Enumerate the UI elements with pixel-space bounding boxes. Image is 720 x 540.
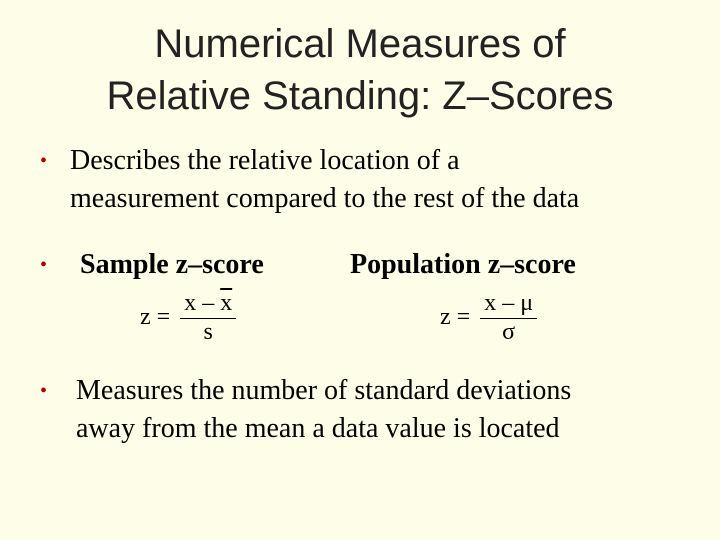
bullet-dot: • bbox=[40, 380, 48, 402]
bullet-line-1: Measures the number of standard deviations bbox=[76, 375, 572, 406]
formula-fraction bbox=[180, 290, 236, 345]
slide-title bbox=[0, 18, 720, 122]
title-line-1: Numerical Measures of bbox=[154, 22, 566, 66]
bullet-text bbox=[76, 372, 571, 448]
formula-fraction bbox=[480, 290, 537, 345]
bullet-measures bbox=[40, 372, 571, 448]
bullet-dot: • bbox=[40, 254, 48, 276]
bullet-line-2: away from the mean a data value is located bbox=[76, 413, 560, 444]
sample-z-formula bbox=[140, 290, 236, 345]
bullet-line-1: Describes the relative location of a bbox=[70, 145, 460, 176]
population-z-formula bbox=[440, 290, 537, 345]
formula-numerator: x – $\overline{x}$ bbox=[180, 290, 236, 319]
title-line-2: Relative Standing: Z–Scores bbox=[106, 74, 614, 118]
formula-denominator: σ bbox=[502, 319, 516, 345]
population-heading-row bbox=[350, 246, 576, 284]
population-z-score-heading: Population z–score bbox=[350, 249, 576, 280]
formula-lhs: z = bbox=[440, 304, 471, 330]
formula-numerator: x – μ bbox=[480, 290, 537, 319]
bullet-z-scores bbox=[40, 246, 264, 284]
bullet-line-2: measurement compared to the rest of the data bbox=[70, 183, 580, 214]
sample-z-score-heading: Sample z–score bbox=[80, 249, 264, 280]
x-bar: $\overline{x}$ bbox=[220, 290, 233, 316]
bullet-dot: • bbox=[40, 150, 48, 172]
bullet-describes bbox=[40, 142, 579, 218]
formula-lhs: z = bbox=[140, 304, 171, 330]
formula-denominator: s bbox=[203, 319, 213, 345]
bullet-text bbox=[70, 142, 579, 218]
